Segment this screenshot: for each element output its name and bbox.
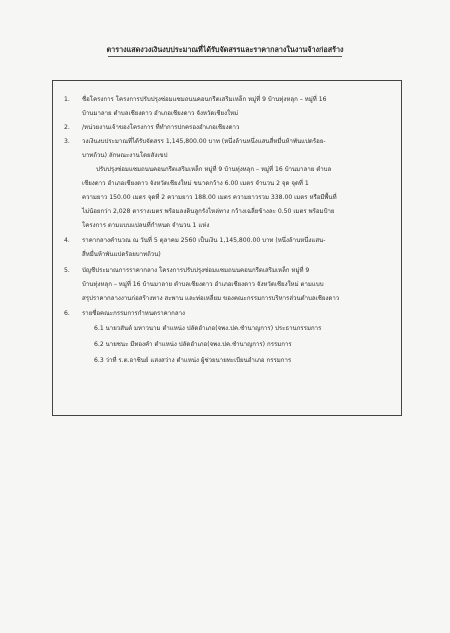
item-4-number: 4.: [64, 237, 70, 244]
committee-member-3: 6.3 ว่าที่ ร.ต.อาชินย์ แสงสว่าง ตำแหน่ง ผู้ช่วยนายทะเบียนอำเภอ กรรมการ: [94, 357, 292, 364]
item-2-line-1: /หน่วยงานเจ้าของโครงการ ที่ทำการปกครองอำเภอเชียงดาว: [82, 124, 240, 131]
item-1-number: 1.: [64, 96, 70, 103]
item-2-number: 2.: [64, 124, 70, 131]
item-3-line-2: บาทถ้วน) ลักษณะงานโดยสังเขป: [82, 152, 168, 159]
item-3-line-1: วงเงินงบประมาณที่ได้รับจัดสรร 1,145,800.00 บาท (หนึ่งล้านหนึ่งแสนสี่หมื่นห้าพันแปดร้อย-: [82, 138, 326, 145]
item-3-line-7: โครงการ ตามแบบแปลนที่กำหนด จำนวน 1 แห่ง: [82, 222, 210, 229]
item-3-line-5: ความยาว 150.00 เมตร จุดที่ 2 ความยาว 188.00 เมตร ความยาวรวม 338.00 เมตร หรือมีพื้นที่: [82, 194, 337, 201]
item-5-number: 5.: [64, 267, 70, 274]
committee-member-2: 6.2 นายชนะ มีทองคำ ตำแหน่ง ปลัดอำเภอ(จพง.ปค.ชำนาญการ) กรรมการ: [94, 341, 292, 348]
item-5-line-1: บัญชีประมาณการราคากลาง โครงการปรับปรุงซ่อมแซมถนนคอนกรีตเสริมเหล็ก หมู่ที่ 9: [82, 267, 310, 274]
item-3-line-4: เชียงดาว อำเภอเชียงดาว จังหวัดเชียงใหม่ ขนาดกว้าง 6.00 เมตร จำนวน 2 จุด จุดที่ 1: [82, 180, 309, 187]
item-4-line-2: สี่หมื่นห้าพันแปดร้อยบาทถ้วน): [82, 251, 161, 258]
item-1-line-2: บ้านมาลาย ตำบลเชียงดาว อำเภอเชียงดาว จังหวัดเชียงใหม่: [82, 110, 239, 117]
item-4-line-1: ราคากลางคำนวณ ณ วันที่ 5 ตุลาคม 2560 เป็นเงิน 1,145,800.00 บาท (หนึ่งล้านหนึ่งแสน-: [82, 237, 326, 244]
item-3-number: 3.: [64, 138, 70, 145]
item-6-heading: รายชื่อคณะกรรมการกำหนดราคากลาง: [82, 310, 185, 317]
item-3-line-3: ปรับปรุงซ่อมแซมถนนคอนกรีตเสริมเหล็ก หมู่ที่ 9 บ้านทุ่งหลุก – หมู่ที่ 16 บ้านมาลาย ตำบล: [96, 166, 332, 173]
title-underline: [108, 56, 342, 57]
item-1-line-1: ชื่อโครงการ โครงการปรับปรุงซ่อมแซมถนนคอนกรีตเสริมเหล็ก หมู่ที่ 9 บ้านทุ่งหลุก – หมู่ที่ 16: [82, 96, 327, 103]
committee-member-1: 6.1 นายวสันต์ มหาวนาม ตำแหน่ง ปลัดอำเภอ(จพง.ปค.ชำนาญการ) ประธานกรรมการ: [94, 325, 322, 332]
item-3-line-6: ไม่น้อยกว่า 2,028 ตารางเมตร พร้อมลงดินลูกรังไหล่ทาง กว้างเฉลี่ยข้างละ 0.50 เมตร พร้อมป้าย: [82, 208, 335, 215]
item-5-line-3: สรุปราคากลางงานก่อสร้างทาง สะพาน และท่อเหลี่ยม ของคณะกรรมการบริหารส่วนตำบลเชียงดาว: [82, 295, 340, 302]
item-6-number: 6.: [64, 310, 70, 317]
item-5-line-2: บ้านทุ่งหลุก – หมู่ที่ 16 บ้านมาลาย ตำบลเชียงดาว อำเภอเชียงดาว จังหวัดเชียงใหม่ ตามแบบ: [82, 281, 324, 288]
document-title: ตารางแสดงวงเงินงบประมาณที่ได้รับจัดสรรและราคากลางในงานจ้างก่อสร้าง: [106, 45, 344, 54]
